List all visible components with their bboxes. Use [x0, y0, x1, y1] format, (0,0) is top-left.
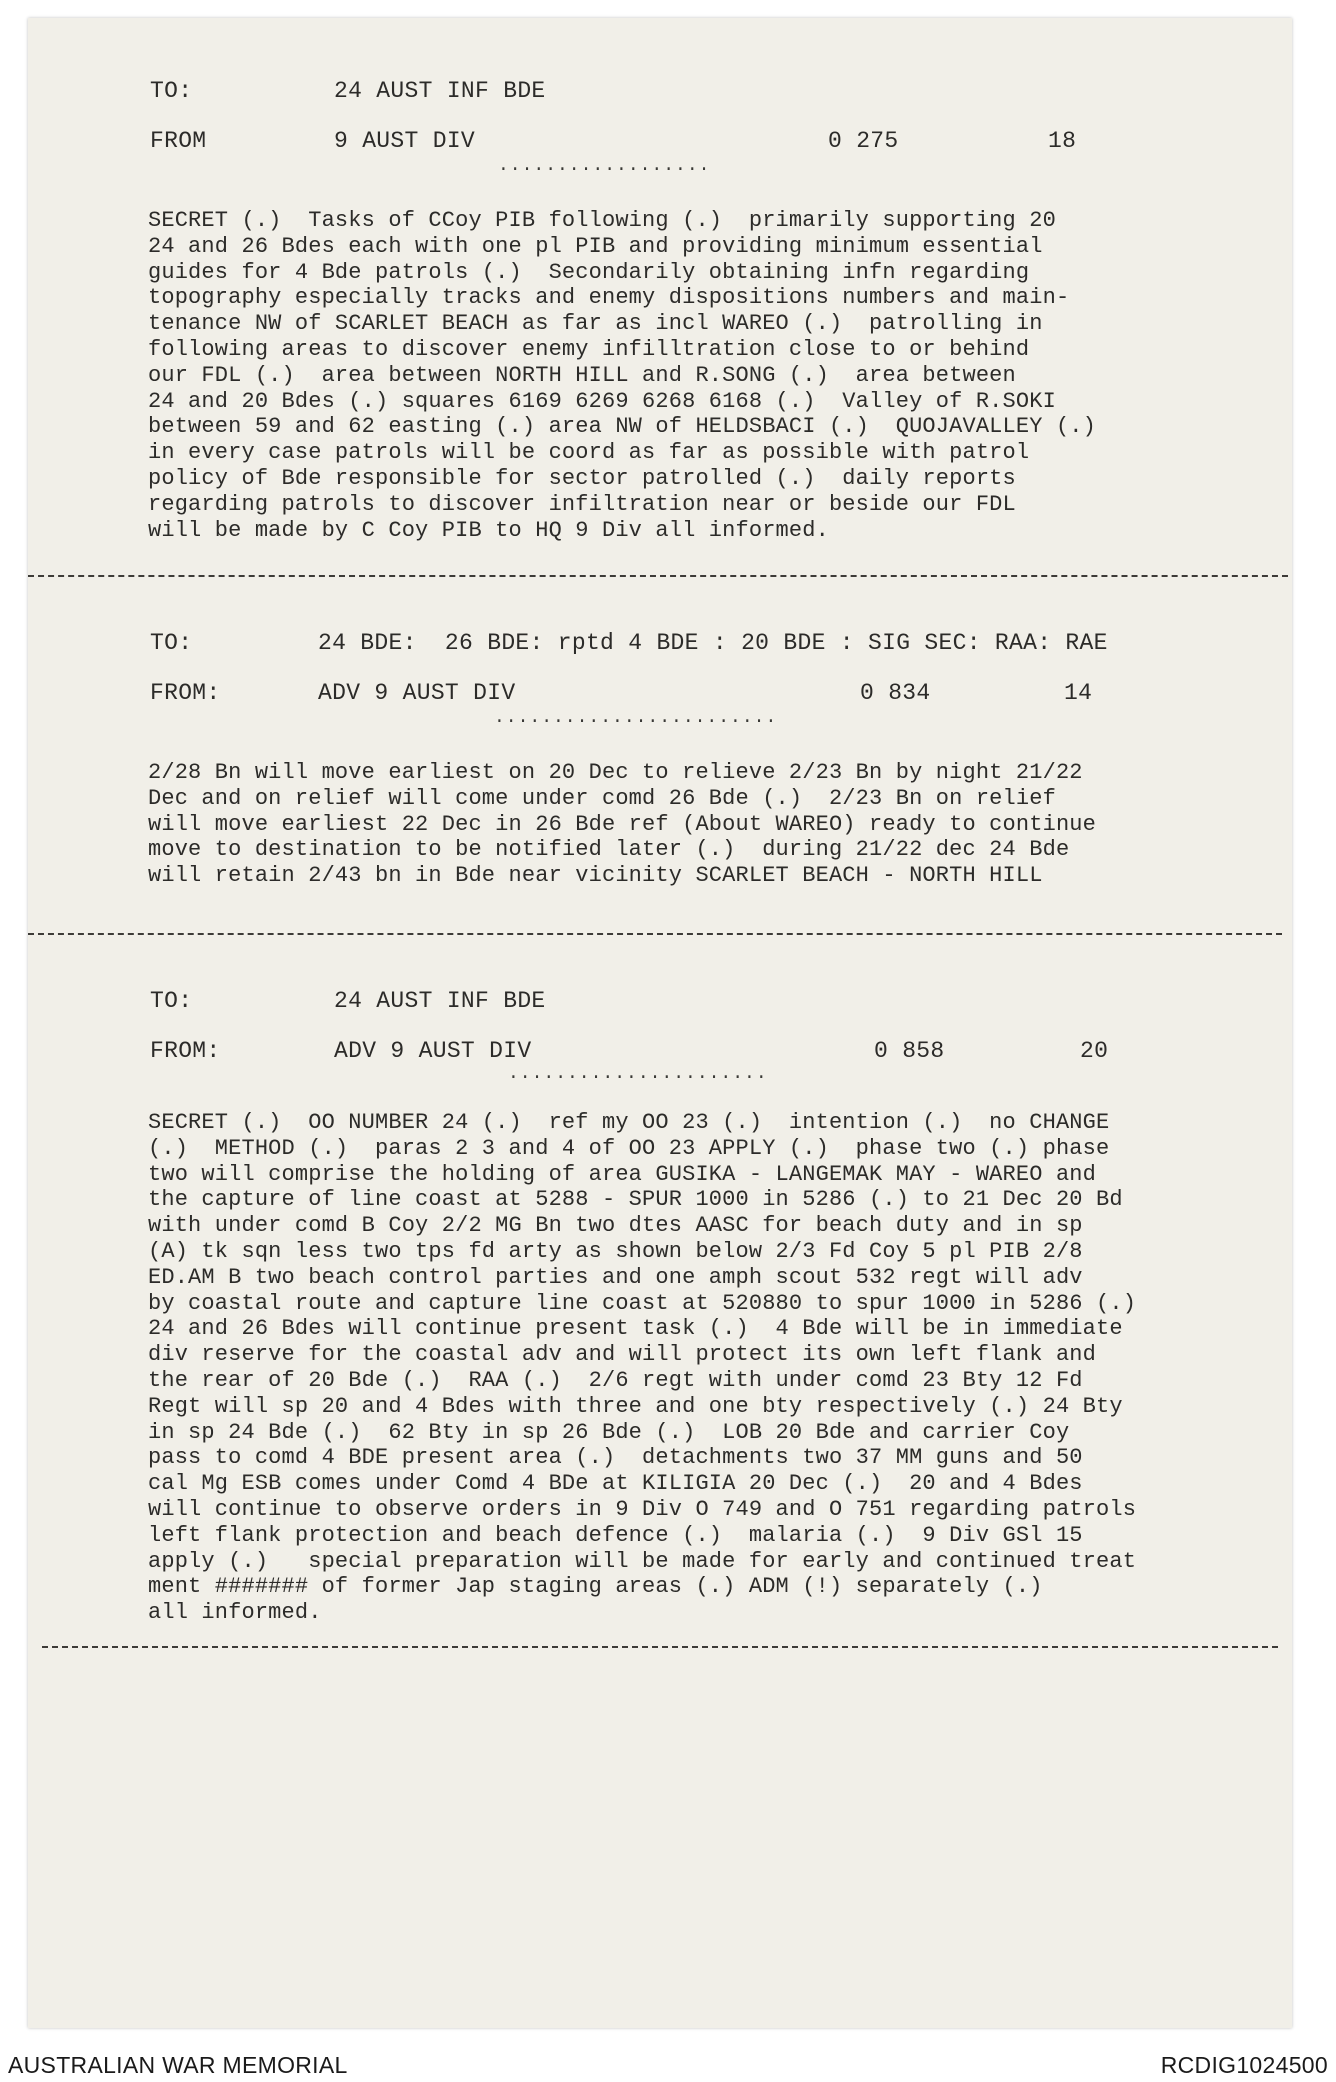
message-body: 2/28 Bn will move earliest on 20 Dec to relieve 2/23 Bn by night 21/22 Dec and on relief will come under comd 26 Bde (.) 2/23 Bn on relief will move earliest 22 Dec in 26 Bde ref (About WAREO) ready to continue move to destination to be notified later (.) during 21/22 dec 24 Bde will retain 2/43 bn in Bde near vicinity SCARLET BEACH - NORTH HILL — [148, 760, 1097, 889]
footer-catalogue-id: RCDIG1024500 — [1160, 2052, 1328, 2078]
from-value: ADV 9 AUST DIV — [318, 680, 516, 706]
from-value: 9 AUST DIV — [334, 128, 476, 154]
to-value: 24 AUST INF BDE — [334, 78, 546, 104]
from-value: ADV 9 AUST DIV — [334, 1038, 532, 1064]
message-number: 18 — [1048, 128, 1077, 154]
message-body: SECRET (.) OO NUMBER 24 (.) ref my OO 23 (.) intention (.) no CHANGE (.) METHOD (.) paras 2 3 and 4 of OO 23 APPLY (.) phase two (.) phase two will comprise the holding of area GUSIKA - LANGEMAK MAY - WAREO and the capture of line coast at 5288 - SPUR 1000 in 5286 (.) to 21 Dec 20 Bd with under comd B Coy 2/2 MG Bn two dtes AASC for beach duty and in sp (A) tk sqn less two tps fd arty as shown below 2/3 Fd Coy 5 pl PIB 2/8 ED.AM B two beach control parties and one amph scout 532 regt will adv by coastal route and capture line coast at 520880 to spur 1000 in 5286 (.) 24 and 26 Bdes will continue present task (.) 4 Bde will be in immediate div reserve for the coastal adv and will protect its own left flank and the rear of 20 Bde (.) RAA (.) 2/6 regt with under comd 23 Bty 12 Fd Regt will sp 20 and 4 Bdes with three and one bty respectively (.) 24 Bty in sp 24 Bde (.) 62 Bty in sp 26 Bde (.) LOB 20 Bde and carrier Coy pass to comd 4 BDE present area (.) detachments two 37 MM guns and 50 cal Mg ESB comes under Comd 4 BDe at KILIGIA 20 Dec (.) 20 and 4 Bdes will continue to observe orders in 9 Div O 749 and O 751 regarding patrols left flank protection and beach defence (.) malaria (.) 9 Div GSl 15 apply (.) special preparation will be made for early and continued treat ment ####### of former Jap staging areas (.) ADM (!) separately (.) all informed. — [148, 1110, 1137, 1626]
message-number: 20 — [1080, 1038, 1109, 1064]
to-label: TO: — [150, 78, 193, 104]
dotted-rule: ...................... — [508, 1064, 768, 1084]
dotted-rule: ........................ — [494, 708, 778, 728]
to-value: 24 BDE: 26 BDE: rptd 4 BDE : 20 BDE : SIG SEC: RAA: RAE — [318, 630, 1108, 656]
document-sheet — [28, 18, 1292, 2028]
separator-line — [28, 933, 1282, 935]
message-ref: 0 858 — [874, 1038, 945, 1064]
message-ref: 0 834 — [860, 680, 931, 706]
from-label: FROM: — [150, 1038, 221, 1064]
from-label: FROM — [150, 128, 207, 154]
to-label: TO: — [150, 988, 193, 1014]
dotted-rule: .................. — [498, 156, 711, 176]
message-ref: 0 275 — [828, 128, 899, 154]
to-value: 24 AUST INF BDE — [334, 988, 546, 1014]
separator-line — [42, 1646, 1278, 1648]
to-label: TO: — [150, 630, 193, 656]
message-number: 14 — [1064, 680, 1093, 706]
from-label: FROM: — [150, 680, 221, 706]
footer-archive-name: AUSTRALIAN WAR MEMORIAL — [8, 2052, 348, 2078]
separator-line — [28, 575, 1288, 577]
message-body: SECRET (.) Tasks of CCoy PIB following (.) primarily supporting 20 24 and 26 Bdes each with one pl PIB and providing minimum essential guides for 4 Bde patrols (.) Secondarily obtaining infn regarding topography especially tracks and enemy dispositions numbers and main- tenance NW of SCARLET BEACH as far as incl WAREO (.) patrolling in following areas to discover enemy infilltration close to or behind our FDL (.) area between NORTH HILL and R.SONG (.) area between 24 and 20 Bdes (.) squares 6169 6269 6268 6168 (.) Valley of R.SOKI between 59 and 62 easting (.) area NW of HELDSBACI (.) QUOJAVALLEY (.) in every case patrols will be coord as far as possible with patrol policy of Bde responsible for sector patrolled (.) daily reports regarding patrols to discover infiltration near or beside our FDL will be made by C Coy PIB to HQ 9 Div all informed. — [148, 208, 1097, 543]
